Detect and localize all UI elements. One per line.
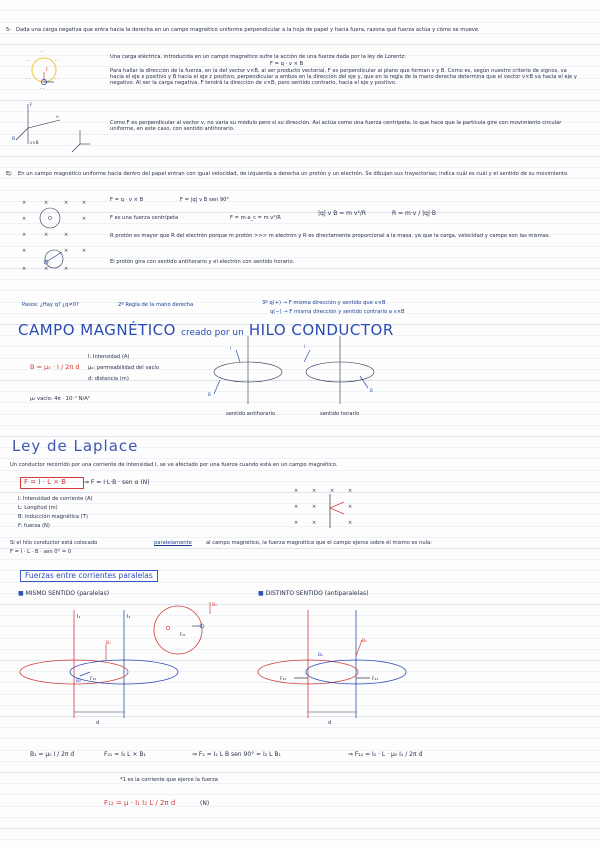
par-label-d: d bbox=[96, 720, 100, 726]
svg-text:×: × bbox=[348, 520, 353, 526]
svg-text:×: × bbox=[294, 488, 299, 494]
svg-text:· ·: · · bbox=[40, 49, 44, 54]
par-label-B2: B₂ bbox=[76, 679, 81, 684]
section1-title-caps2: HILO bbox=[248, 321, 287, 339]
example-f5: R = m·v / |q|·B bbox=[392, 210, 437, 217]
lorentz-formula: F = q · v × B bbox=[270, 61, 304, 67]
mu-vacuum: μ₀ vacío: 4π · 10⁻⁷ N/A² bbox=[30, 396, 90, 402]
opposite-direction-title: ■ DISTINTO SENTIDO (antiparalelas) bbox=[258, 590, 369, 597]
svg-text:×: × bbox=[44, 232, 49, 238]
svg-text:×: × bbox=[64, 200, 69, 206]
laplace-formula-box bbox=[20, 477, 84, 489]
svg-text:×: × bbox=[312, 504, 317, 510]
svg-text:×: × bbox=[330, 488, 335, 494]
section2-title: Ley de Laplace bbox=[12, 437, 139, 455]
diagram-label-F: F bbox=[46, 67, 49, 72]
field-formula: B = μ₀ · I / 2π d bbox=[30, 363, 80, 371]
force-note: *1 es la corriente que ejerce la fuerza bbox=[120, 777, 218, 783]
laplace-legend-I: I: Intensidad de corriente (A) bbox=[18, 496, 93, 502]
step-2: 2º Regla de la mano derecha bbox=[118, 302, 194, 308]
forces-box-title: Fuerzas entre corrientes paralelas bbox=[20, 570, 158, 582]
example-f1: F = q · v × B bbox=[110, 197, 144, 203]
svg-text:×: × bbox=[22, 200, 27, 206]
par-label-I2: I₂ bbox=[127, 614, 131, 620]
svg-text:×: × bbox=[348, 504, 353, 510]
svg-text:×: × bbox=[22, 266, 27, 272]
final-formula: F₁₂ = μ · I₁ I₂ L / 2π d bbox=[104, 799, 176, 807]
svg-text:×: × bbox=[64, 248, 69, 254]
legend-mu: μ₀: permeabilidad del vacío bbox=[88, 365, 160, 371]
svg-text:×: × bbox=[44, 200, 49, 206]
problem5-p3: Como F es perpendicular al vector v, no varía su módulo pero sí su dirección. Así actúa como una fuerza centrípeta, lo que hace que la partícula gire con movimiento circular uniforme, en este caso, con sentido antihorario. bbox=[110, 120, 562, 133]
par-label-I1: I₁ bbox=[77, 614, 81, 620]
force-eq-F12: ⇒ F₁₂ = I₂ · L · μ₀ I₁ / 2π d bbox=[348, 751, 423, 758]
laplace-legend-B: B: inducción magnética (T) bbox=[18, 514, 88, 520]
caption-antihorario: sentido antihorario bbox=[226, 411, 276, 417]
axis-label-F: F bbox=[30, 103, 33, 108]
svg-text:×: × bbox=[22, 216, 27, 222]
problem5-p1: Una carga eléctrica, introducida en un campo magnético sufre la acción de una fuerza dada por la ley de Lorentz: bbox=[110, 54, 406, 60]
anti-label-d: d bbox=[328, 720, 332, 726]
axis-label-vxB: v×B bbox=[30, 140, 39, 145]
problem-statement: Dada una carga negativa que entra hacia la derecha en un campo magnético uniforme perpendicular a la hoja de papel y hacia fuera, razona qué fuerza actúa y cómo se mueve. bbox=[16, 27, 480, 33]
example-f4: |q| v B = m v²/R bbox=[318, 210, 367, 217]
problem5-p2: Para hallar la dirección de la fuerza, en la del vector v×B, al ser producto vectorial, F es perpendicular al plano que forman v y B. Como es, según nuestro criterio de signos, va hacia el eje x positivo y B hacia el eje z positivo, perpendicular a ambos en la dirección del eje y, que en la regla de la mano derecha determina que el vector v×B va hacia el eje y negativo. Al ser la carga negativa, F tendrá la dirección de v×B, pero sentido contrario, hacia el eje y positivo. bbox=[110, 68, 577, 87]
caption-horario: sentido horario bbox=[320, 411, 360, 417]
step-3a: 3º q(+) → F misma dirección y sentido que v×B bbox=[262, 300, 386, 306]
parallel-p1-a: Si el hilo conductor está colocado bbox=[10, 540, 98, 546]
force-eq-B1: B₁ = μ₀ I / 2π d bbox=[30, 751, 75, 758]
left-label-I: I bbox=[230, 346, 232, 351]
svg-text:×: × bbox=[64, 266, 69, 272]
svg-text:×: × bbox=[82, 216, 87, 222]
section2-intro: Un conductor recorrido por una corriente de intensidad I, se ve afectado por una fuerza cuando está en un campo magnético. bbox=[10, 462, 338, 468]
wire-field-diagrams bbox=[200, 332, 400, 412]
svg-text:×: × bbox=[64, 232, 69, 238]
section1-title-rest: creado por un bbox=[181, 328, 244, 338]
laplace-formula-expanded: ⇒ F = I·L·B · sen α (N) bbox=[84, 479, 150, 486]
axis-label-v: v bbox=[56, 115, 59, 120]
svg-text:×: × bbox=[294, 520, 299, 526]
step-3b: q(−) → F misma dirección y sentido contrario a v×B bbox=[270, 309, 405, 315]
inset-label-F21: F₂₁ bbox=[180, 632, 186, 637]
example-f1b: F = |q| v B sen 90° bbox=[180, 197, 230, 203]
final-formula-unit: (N) bbox=[200, 800, 210, 807]
laplace-formula: F = I · L × B bbox=[24, 478, 67, 486]
par-label-F21: F₂₁ bbox=[90, 677, 97, 682]
svg-text:×: × bbox=[348, 488, 353, 494]
svg-text:· ·: · · bbox=[40, 86, 44, 91]
proton-electron-diagram bbox=[20, 196, 100, 278]
laplace-diagram bbox=[290, 484, 370, 530]
svg-text:×: × bbox=[82, 248, 87, 254]
section1-title-caps: CAMPO MAGNÉTICO bbox=[18, 321, 176, 339]
svg-text:· ·: · · bbox=[55, 58, 59, 63]
parallel-p1-c: al campo magnético, la fuerza magnética que el campo ejerce sobre él mismo es nula: bbox=[206, 540, 432, 546]
svg-text:×: × bbox=[22, 232, 27, 238]
svg-text:×: × bbox=[22, 248, 27, 254]
svg-text:· ·: · · bbox=[26, 58, 30, 63]
right-label-B: B bbox=[370, 388, 373, 393]
par-label-B1: B₁ bbox=[106, 641, 111, 646]
small-axis-diagram bbox=[70, 130, 90, 150]
force-eq-F2: ⇒ F₂ = I₂ L B sen 90° = I₂ L B₁ bbox=[192, 751, 281, 758]
steps-question: Pasos: ¿Hay q? ¿q≠0? bbox=[22, 302, 79, 308]
anti-label-F21: F₂₁ bbox=[372, 677, 379, 682]
parallel-currents-diagram bbox=[10, 600, 240, 730]
inset-label-B1: B₁ bbox=[212, 603, 217, 608]
example-p2: El protón gira con sentido antihorario y el electrón con sentido horario. bbox=[110, 259, 295, 265]
laplace-legend-L: L: Longitud (m) bbox=[18, 505, 58, 511]
laplace-legend-F: F: fuerza (N) bbox=[18, 523, 50, 529]
right-label-I: I bbox=[304, 344, 306, 349]
svg-text:×: × bbox=[82, 200, 87, 206]
example-f2: F es una fuerza centrípeta bbox=[110, 215, 179, 221]
svg-text:×: × bbox=[312, 520, 317, 526]
svg-text:· ·: · · bbox=[26, 76, 30, 81]
antiparallel-currents-diagram bbox=[250, 600, 480, 730]
legend-d: d: distancia (m) bbox=[88, 376, 129, 382]
example-label: Ej: bbox=[6, 171, 13, 177]
example-statement: En un campo magnético uniforme hacia dentro del papel entran con igual velocidad, de izquierda a derecha un protón y un electrón. Se dibujan sus trayectorias; indica cuál es cuál y el sentido de su movimiento. bbox=[18, 171, 569, 177]
anti-label-B2: B₂ bbox=[318, 653, 323, 658]
svg-text:×: × bbox=[294, 504, 299, 510]
same-direction-title: ■ MISMO SENTIDO (paralelas) bbox=[18, 590, 110, 597]
parallel-p1-d: F = I · L · B · sen 0° = 0 bbox=[10, 549, 72, 555]
anti-label-B1: B₁ bbox=[362, 639, 367, 644]
example-p1: R protón es mayor que R del electrón porque m protón >>> m electrón y R es directamente proporcional a la masa, ya que la carga, velocidad y campo son las mismas. bbox=[110, 233, 551, 239]
force-eq-F21: F₂₁ = I₂ L × B₁ bbox=[104, 751, 146, 758]
example-f3: F = m·a_c = m v²/R bbox=[230, 215, 281, 221]
parallel-p1-b: paralelamente bbox=[154, 540, 192, 546]
section1-title-end: CONDUCTOR bbox=[291, 321, 394, 339]
problem-number: 5- bbox=[6, 27, 12, 33]
anti-label-F12: F₁₂ bbox=[280, 677, 287, 682]
left-label-B: B bbox=[208, 392, 211, 397]
svg-text:×: × bbox=[44, 266, 49, 272]
axis-label-B: B bbox=[12, 137, 16, 142]
svg-text:×: × bbox=[312, 488, 317, 494]
svg-text:· ·: · · bbox=[55, 76, 59, 81]
legend-I: I: Intensidad (A) bbox=[88, 354, 130, 360]
